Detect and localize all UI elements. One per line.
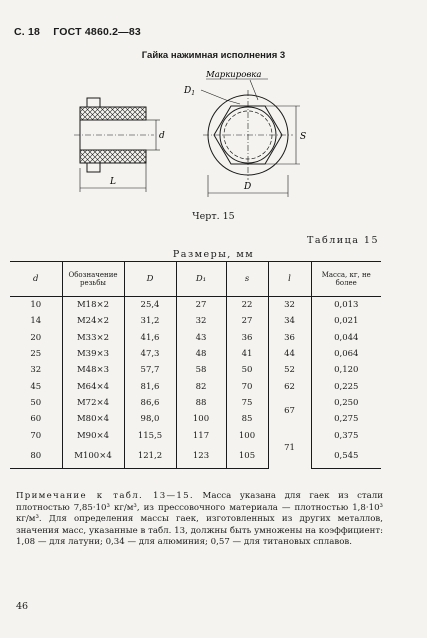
standard-code: ГОСТ 4860.2—83 [53, 26, 141, 38]
col-header-s: s [226, 262, 268, 297]
cell-D1: 88 [176, 395, 226, 411]
cell-mass: 0,120 [311, 362, 381, 378]
cell-D1: 32 [176, 313, 226, 329]
page-number: 46 [16, 601, 29, 612]
cell-s: 36 [226, 330, 268, 346]
cell-thread: M24×2 [62, 313, 124, 329]
cell-mass: 0,064 [311, 346, 381, 362]
drawing-caption: Черт. 15 [192, 211, 235, 222]
table-row [10, 362, 381, 378]
cell-D: 57,7 [124, 362, 176, 378]
table-row [10, 427, 381, 443]
cell-d: 32 [30, 365, 42, 376]
cell-d: 70 [30, 430, 42, 441]
label-D1: D [184, 86, 192, 96]
cell-D: 41,6 [124, 330, 176, 346]
cell-l: 36 [268, 330, 311, 346]
col-header-D: D [124, 262, 176, 297]
cell-mass: 0,375 [311, 427, 381, 443]
cell-thread: M48×3 [62, 362, 124, 378]
cell-D: 47,3 [124, 346, 176, 362]
label-d: d [159, 131, 165, 141]
cell-thread: M64×4 [62, 378, 124, 394]
label-D1-sub: 1 [191, 90, 196, 97]
cell-l: 44 [268, 346, 311, 362]
cell-D: 115,5 [124, 427, 176, 443]
table-row [10, 330, 381, 346]
table-row [10, 313, 381, 329]
table-title: Размеры, мм [172, 249, 255, 260]
section-view [74, 98, 160, 192]
page-header [14, 26, 141, 38]
cell-D: 31,2 [124, 313, 176, 329]
cell-thread: M39×3 [62, 346, 124, 362]
note-text: Масса указана для гаек из стали плотностью 7,85·10³ кг/м³, из прессовочного материала — плотностью 1,8·10³ кг/м³. Для определения массы гаек, изготовленных из других металлов, значения масс, указанные в табл. 13, должны быть умножены на коэффициент: 1,08 — для латуни; 0,34 — для алюминия; 0,57 — для титановых сплавов. [16, 491, 383, 548]
cell-d: 25 [30, 349, 42, 360]
col-header-mass: Масса, кг, не более [311, 262, 381, 297]
table-row [10, 297, 381, 314]
dimensions-table [10, 261, 381, 469]
label-D: D [244, 182, 252, 192]
col-header-l: l [268, 262, 311, 297]
cell-thread: M18×2 [62, 297, 124, 314]
table-row [10, 395, 381, 411]
cell-mass: 0,545 [311, 444, 381, 469]
cell-d: 14 [30, 316, 42, 327]
cell-D1: 100 [176, 411, 226, 427]
page-ref: С. 18 [14, 26, 41, 38]
cell-d: 50 [30, 397, 42, 408]
cell-D1: 43 [176, 330, 226, 346]
cell-mass: 0,044 [311, 330, 381, 346]
cell-d: 60 [30, 414, 42, 425]
cell-D1: 48 [176, 346, 226, 362]
cell-d: 10 [30, 300, 42, 311]
label-L: L [110, 177, 116, 187]
cell-s: 27 [226, 313, 268, 329]
cell-D: 25,4 [124, 297, 176, 314]
cell-D1: 117 [176, 427, 226, 443]
cell-s: 50 [226, 362, 268, 378]
col-header-D1: D₁ [176, 262, 226, 297]
table-header-row [10, 262, 381, 297]
end-view [201, 80, 300, 197]
cell-s: 70 [226, 378, 268, 394]
cell-d: 80 [10, 444, 62, 469]
table-row [10, 444, 381, 469]
cell-D: 121,2 [124, 444, 176, 469]
table-row [10, 411, 381, 427]
marking-label: Маркировка [206, 70, 262, 80]
note-lead: Примечание к табл. 13—15. [16, 491, 194, 501]
cell-D1: 82 [176, 378, 226, 394]
cell-mass: 0,021 [311, 313, 381, 329]
cell-l: 32 [268, 297, 311, 314]
svg-text:D1 [183, 86, 195, 97]
cell-mass: 0,225 [311, 378, 381, 394]
cell-s: 41 [226, 346, 268, 362]
table-row [10, 378, 381, 394]
cell-s: 75 [226, 395, 268, 411]
cell-D1: 123 [176, 444, 226, 469]
cell-D1: 58 [176, 362, 226, 378]
cell-s: 100 [226, 427, 268, 443]
cell-thread: M72×4 [62, 395, 124, 411]
cell-D: 86,6 [124, 395, 176, 411]
cell-l: 34 [268, 313, 311, 329]
page-title: Гайка нажимная исполнения 3 [141, 50, 286, 61]
table-row [10, 346, 381, 362]
cell-mass: 0,013 [311, 297, 381, 314]
cell-l: 62 [268, 378, 311, 394]
table-note [16, 491, 383, 549]
cell-D: 98,0 [124, 411, 176, 427]
cell-l: 67 [268, 395, 311, 428]
cell-thread: M33×2 [62, 330, 124, 346]
cell-D1: 27 [176, 297, 226, 314]
cell-thread: M100×4 [62, 444, 124, 469]
technical-drawing [60, 62, 330, 207]
cell-thread: M90×4 [62, 427, 124, 443]
cell-s: 85 [226, 411, 268, 427]
cell-l: 71 [268, 427, 311, 468]
cell-mass: 0,250 [311, 395, 381, 411]
cell-D: 81,6 [124, 378, 176, 394]
cell-s: 22 [226, 297, 268, 314]
cell-l: 52 [268, 362, 311, 378]
col-header-thread: Обозначение резьбы [62, 262, 124, 297]
cell-thread: M80×4 [62, 411, 124, 427]
cell-d: 20 [30, 332, 42, 343]
table-label: Таблица 15 [307, 235, 379, 246]
label-S: S [300, 132, 307, 142]
col-header-d: d [10, 262, 62, 297]
cell-s: 105 [226, 444, 268, 469]
cell-mass: 0,275 [311, 411, 381, 427]
cell-d: 45 [30, 381, 42, 392]
